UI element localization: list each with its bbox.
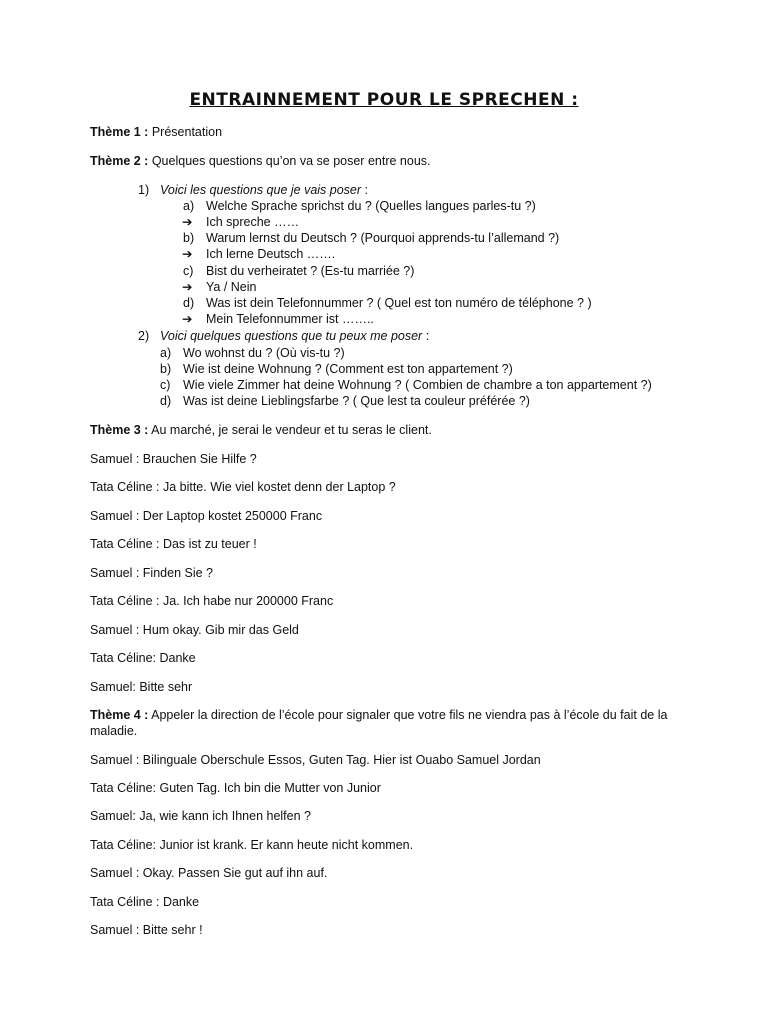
theme-4-label: Thème 4 : [90,708,149,722]
theme-1 [90,124,222,140]
arrow-icon: ➔ [182,280,193,294]
dialog-line: Samuel : Der Laptop kostet 250000 Franc [90,509,323,523]
dialog-line: Samuel : Brauchen Sie Hilfe ? [90,452,257,466]
list-2-intro-suffix: : [422,329,430,343]
list-item-marker: b) [160,362,172,376]
dialog-line: Tata Céline: Junior ist krank. Er kann heute nicht kommen. [90,838,414,852]
list-1-intro [160,182,368,198]
theme-3-text: Au marché, je serai le vendeur et tu seras le client. [148,423,432,437]
theme-1-text: Présentation [148,125,223,139]
theme-2-text: Quelques questions qu’on va se poser entre nous. [148,154,431,168]
dialog-line: Samuel: Bitte sehr [90,680,193,694]
arrow-icon: ➔ [182,312,193,326]
theme-3-label: Thème 3 : [90,423,149,437]
list-item-marker: c) [160,378,171,392]
list-2-intro [160,328,429,344]
list-item: Ich lerne Deutsch ……. [206,247,336,261]
dialog-line: Samuel : Bitte sehr ! [90,923,203,937]
list-item-marker: a) [160,346,172,360]
dialog-line: Tata Céline : Ja. Ich habe nur 200000 Franc [90,594,334,608]
dialog-line: Samuel : Finden Sie ? [90,566,213,580]
list-item: Bist du verheiratet ? (Es-tu marriée ?) [206,264,415,278]
theme-2 [90,153,431,169]
dialog-line: Samuel: Ja, wie kann ich Ihnen helfen ? [90,809,311,823]
dialog-line: Tata Céline : Ja bitte. Wie viel kostet denn der Laptop ? [90,480,396,494]
list-item: Wie ist deine Wohnung ? (Comment est ton appartement ?) [183,362,513,376]
list-item-marker: a) [183,199,195,213]
list-item-marker: b) [183,231,195,245]
list-item-marker: d) [183,296,195,310]
arrow-icon: ➔ [182,247,193,261]
dialog-line: Tata Céline: Guten Tag. Ich bin die Mutter von Junior [90,781,381,795]
list-1-intro-text: Voici les questions que je vais poser [160,183,362,197]
dialog-line: Tata Céline : Danke [90,895,200,909]
list-item-marker: d) [160,394,172,408]
theme-4-text: Appeler la direction de l’école pour signaler que votre fils ne viendra pas à l’école du fait de la maladie. [90,708,668,738]
dialog-line: Samuel : Okay. Passen Sie gut auf ihn auf. [90,866,328,880]
list-item: Warum lernst du Deutsch ? (Pourquoi apprends-tu l’allemand ?) [206,231,560,245]
theme-3 [90,422,432,438]
list-item: Was ist dein Telefonnummer ? ( Quel est ton numéro de téléphone ? ) [206,296,592,310]
list-item: Wie viele Zimmer hat deine Wohnung ? ( Combien de chambre a ton appartement ?) [183,378,652,392]
theme-1-label: Thème 1 : [90,125,149,139]
dialog-line: Tata Céline : Das ist zu teuer ! [90,537,257,551]
list-item: Wo wohnst du ? (Où vis-tu ?) [183,346,345,360]
dialog-line: Samuel : Bilinguale Oberschule Essos, Guten Tag. Hier ist Ouabo Samuel Jordan [90,753,541,767]
list-item: Ich spreche …… [206,215,300,229]
theme-2-label: Thème 2 : [90,154,149,168]
list-item: Welche Sprache sprichst du ? (Quelles langues parles-tu ?) [206,199,536,213]
list-1-intro-suffix: : [361,183,368,197]
list-item: Ya / Nein [206,280,257,294]
dialog-line: Tata Céline: Danke [90,651,196,665]
list-1-number: 1) [138,183,150,197]
list-item-marker: c) [183,264,194,278]
list-2-intro-text: Voici quelques questions que tu peux me poser [160,329,423,343]
arrow-icon: ➔ [182,215,193,229]
page-title: ENTRAINNEMENT POUR LE SPRECHEN : [189,90,579,110]
dialog-line: Samuel : Hum okay. Gib mir das Geld [90,623,299,637]
theme-4 [90,707,690,739]
list-item: Was ist deine Lieblingsfarbe ? ( Que lest ta couleur préférée ?) [183,394,530,408]
list-item: Mein Telefonnummer ist …….. [206,312,374,326]
list-2-number: 2) [138,329,150,343]
